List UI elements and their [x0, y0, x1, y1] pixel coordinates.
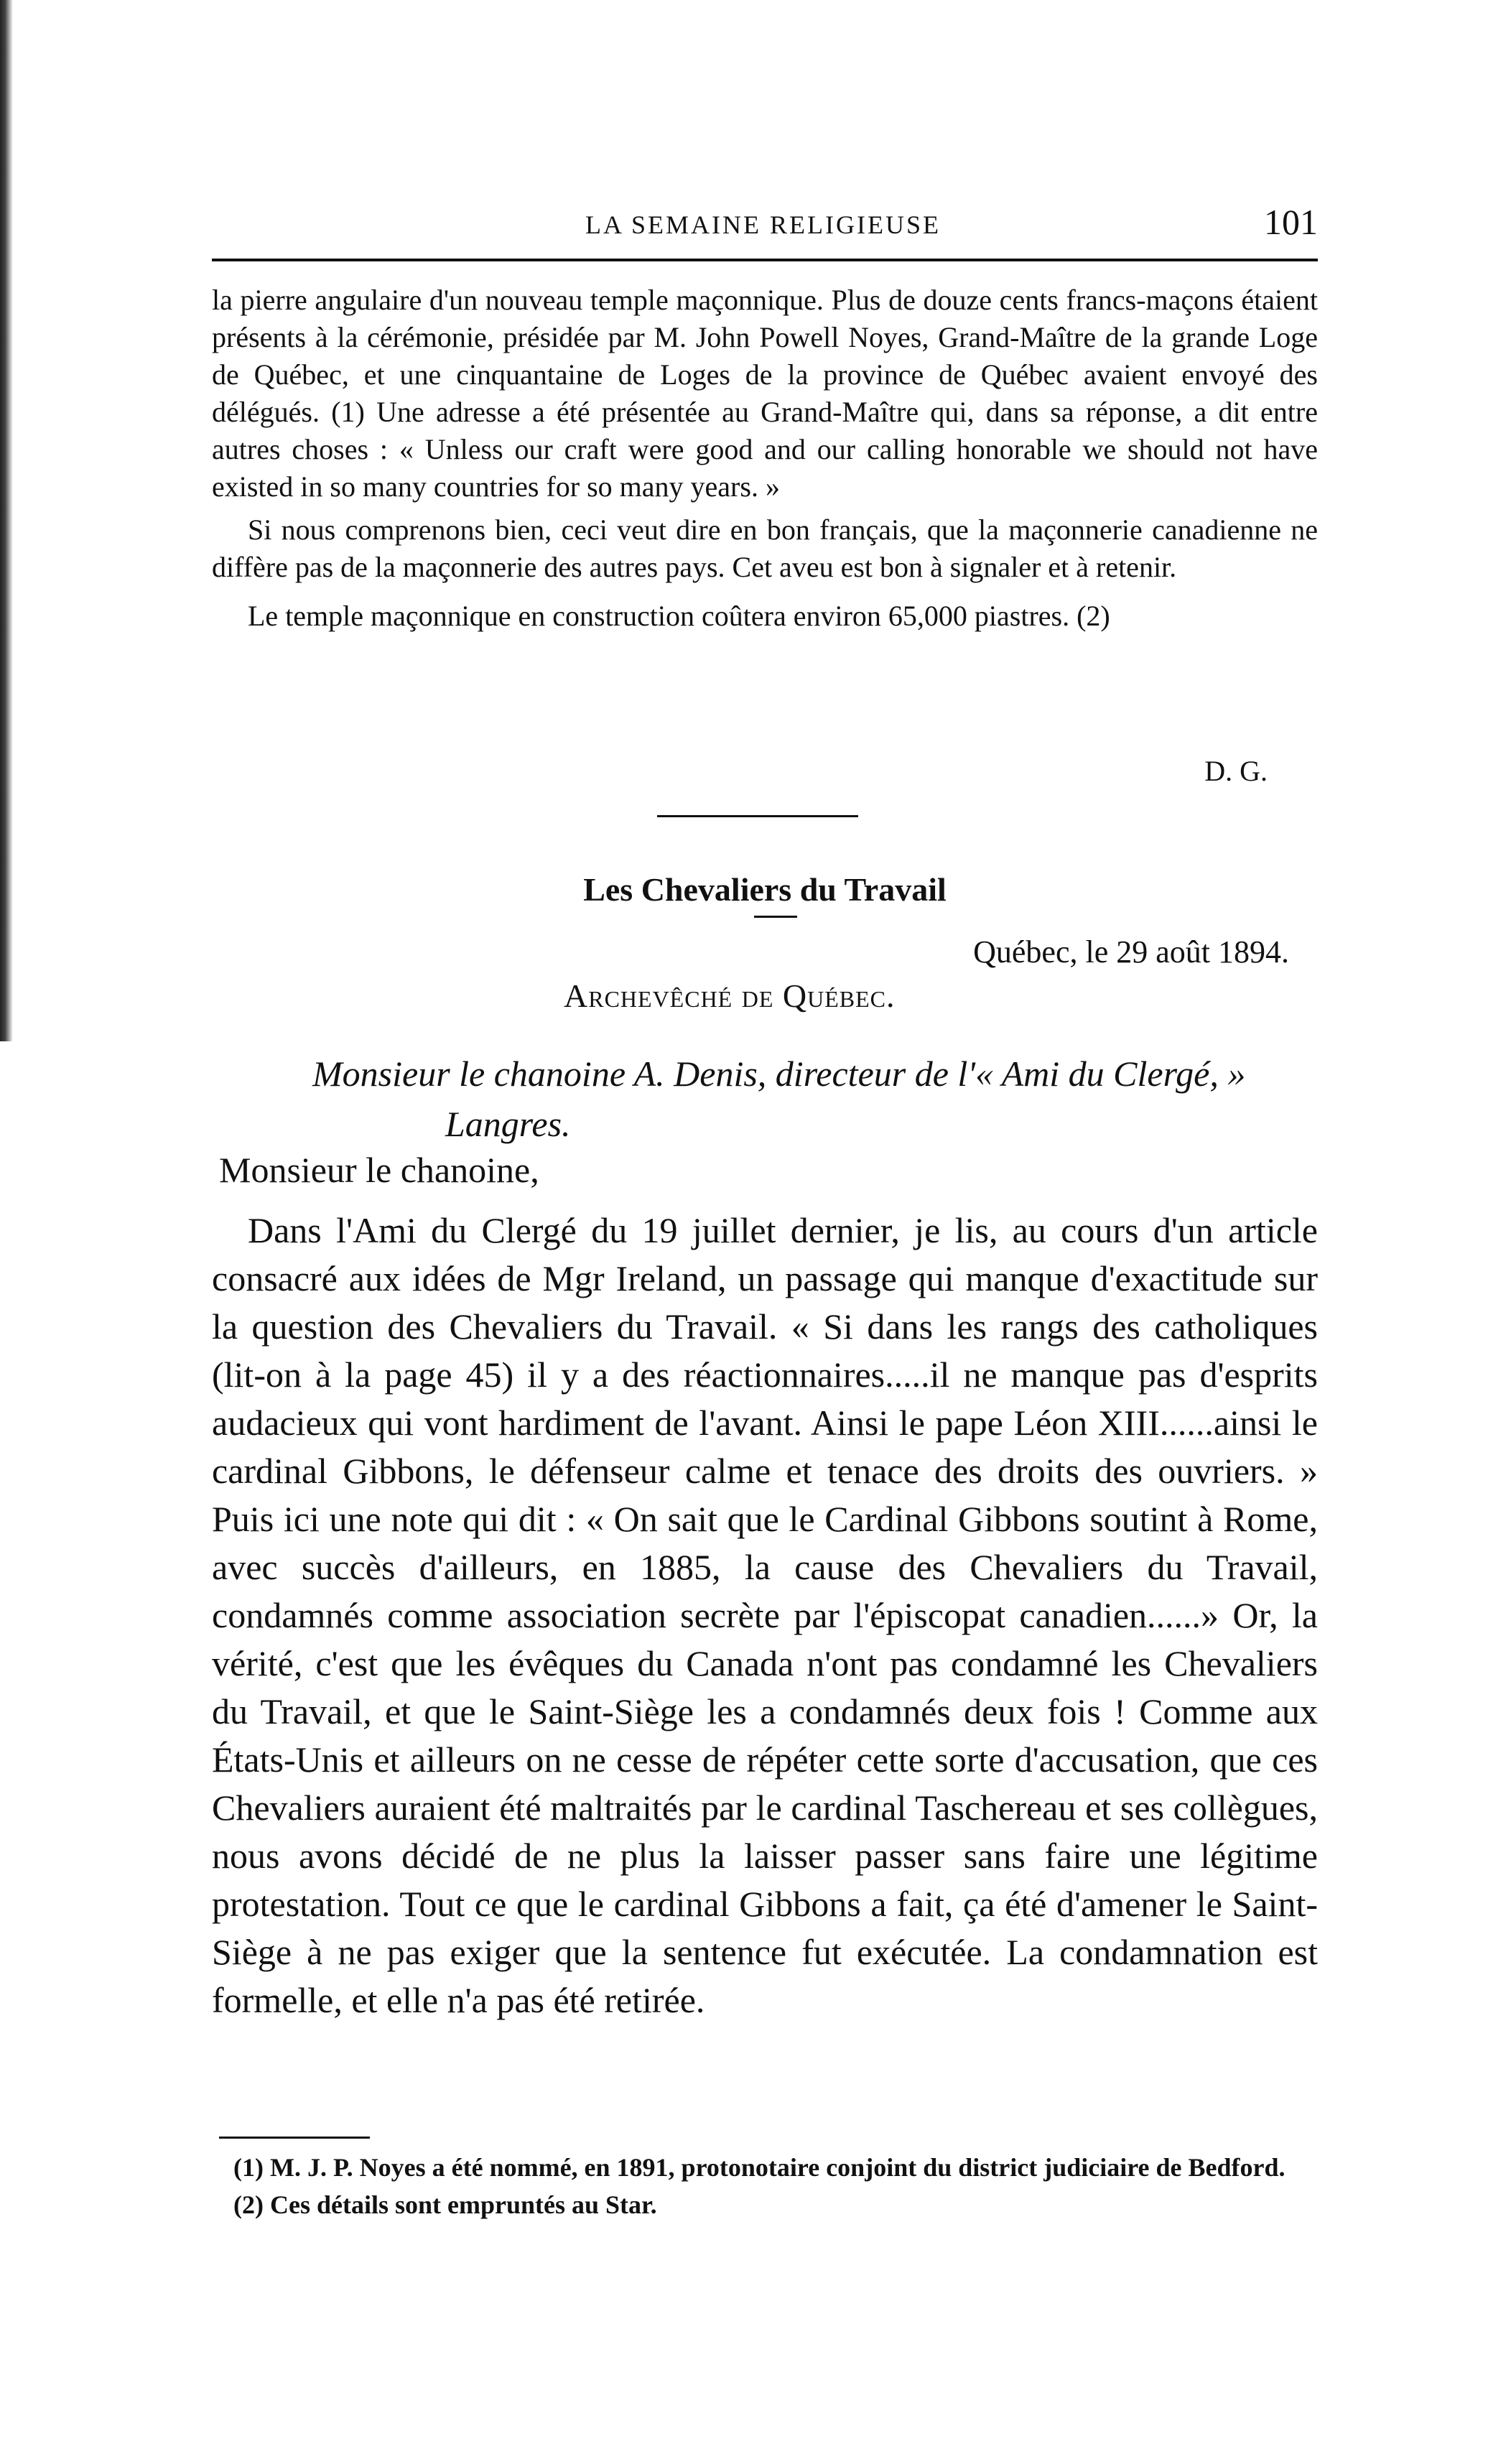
section-title: Les Chevaliers du Travail [583, 871, 947, 908]
paragraph-cost: Le temple maçonnique en construction coûtera environ 65,000 piastres. (2) [248, 600, 1110, 632]
footnotes [212, 2151, 1318, 2226]
scan-edge-shadow [0, 0, 13, 1041]
letter-sender: Archevêché de Québec. [564, 977, 896, 1014]
journal-title: LA SEMAINE RELIGIEUSE [585, 210, 941, 239]
signature-initials: D. G. [1204, 755, 1268, 787]
paragraph-commentary: Si nous comprenons bien, ceci veut dire en bon français, que la maçonnerie canadienne ne diffère pas de la maçonnerie des autres pays. Cet aveu est bon à signaler et à retenir. [212, 513, 1318, 583]
letter-salutation: Monsieur le chanoine, [219, 1150, 539, 1190]
paragraph-masonic-temple: la pierre angulaire d'un nouveau temple maçonnique. Plus de douze cents francs-maçons étaient présents à la cérémonie, présidée par M. John Powell Noyes, Grand-Maître de la grande Loge de Québec, et une cinquantaine de Loges de la province de Québec avaient envoyé des délégués. (1) Une adresse a été présentée au Grand-Maître qui, dans sa réponse, a dit entre autres choses : « Unless our craft were good and our calling honorable we should not have existed in so many countries for so many years. » [212, 284, 1318, 503]
title-rule [754, 916, 797, 918]
page-number: 101 [1264, 202, 1318, 242]
footnote-2: (2) Ces détails sont empruntés au Star. [233, 2190, 657, 2219]
letter-body-text: Dans l'Ami du Clergé du 19 juillet dernier, je lis, au cours d'un article consacré aux idées de Mgr Ireland, un passage qui manque d'exactitude sur la question des Chevaliers du Travail. « Si dans les rangs des catholiques (lit-on à la page 45) il y a des réactionnaires.....il ne manque pas d'esprits audacieux qui vont hardiment de l'avant. Ainsi le pape Léon XIII......ainsi le cardinal Gibbons, le défenseur calme et tenace des droits des ouvriers. » Puis ici une note qui dit : « On sait que le Cardinal Gibbons soutint à Rome, avec succès d'ailleurs, en 1885, la cause des Chevaliers du Travail, condamnés comme association secrète par l'épiscopat canadien......» Or, la vérité, c'est que les évêques du Canada n'ont pas condamné les Chevaliers du Travail, et que le Saint-Siège les a condamnés deux fois ! Comme aux États-Unis et ailleurs on ne cesse de répéter cette sorte d'accusation, que ces Chevaliers auraient été maltraités par le cardinal Taschereau et ses collègues, nous avons décidé de ne plus la laisser passer sans faire une légitime protestation. Tout ce que le cardinal Gibbons a fait, ça été d'amener le Saint-Siège à ne pas exiger que la sentence fut exécutée. La condamnation est formelle, et elle n'a pas été retirée. [212, 1210, 1318, 2020]
addressee-city: Langres. [445, 1104, 571, 1144]
letter-addressee [312, 1049, 1245, 1149]
continued-paragraph [212, 282, 1318, 635]
footnote-1: (1) M. J. P. Noyes a été nommé, en 1891, protonotaire conjoint du district judiciaire de Bedford. [233, 2153, 1285, 2182]
header-rule [212, 259, 1318, 261]
addressee-line: Monsieur le chanoine A. Denis, directeur de l'« Ami du Clergé, » [312, 1054, 1246, 1094]
letter-body [212, 1207, 1318, 2024]
running-header [212, 194, 1318, 244]
section-divider [657, 815, 858, 817]
footnote-rule [219, 2137, 370, 2139]
letter-dateline: Québec, le 29 août 1894. [973, 934, 1289, 970]
